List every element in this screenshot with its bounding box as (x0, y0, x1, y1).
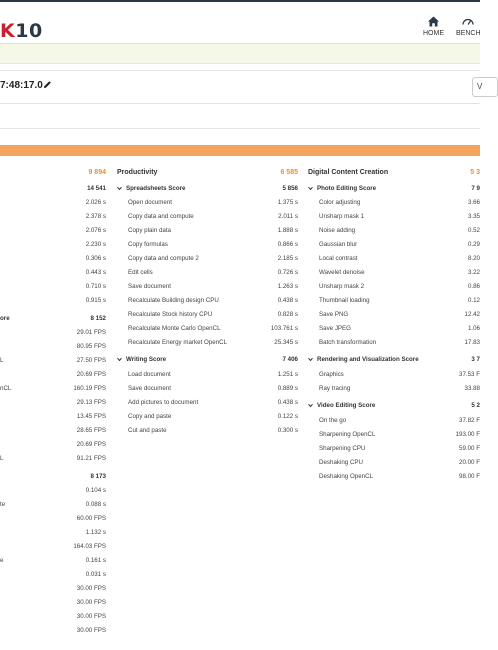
test-label: Deshaking CPU (319, 459, 364, 466)
writing-label[interactable]: Writing Score (126, 356, 167, 363)
group1-value: 2.076 s (85, 227, 106, 234)
group2-value: 28.65 FPS (76, 427, 106, 434)
app-logo[interactable] (0, 20, 43, 42)
test-value: 0.52 (467, 227, 480, 234)
test-value: 59.00 F (459, 445, 480, 452)
test-label: Copy formulas (128, 241, 168, 248)
test-value: 1.06 (467, 325, 480, 332)
dcc-score: 5 3 (470, 169, 480, 176)
test-value: 0.86 (467, 283, 480, 290)
video-editing-label[interactable]: Video Editing Score (317, 402, 376, 409)
test-label: Copy data and compute 2 (128, 255, 199, 262)
test-label: Local contrast (319, 255, 358, 262)
group3-value: 1.132 s (85, 529, 106, 536)
group3-value: 0.031 s (85, 571, 106, 578)
group1-value: 2.026 s (85, 199, 106, 206)
group3-value: 0.088 s (85, 501, 106, 508)
test-label: Recalculate Monte Carlo OpenCL (128, 325, 221, 332)
test-value: 0.889 s (277, 385, 298, 392)
group2-value: 20.69 FPS (76, 441, 106, 448)
test-label: Add pictures to document (128, 399, 199, 406)
test-value: 1.263 s (277, 283, 298, 290)
group3-label-item: te (0, 501, 6, 508)
group1-value: 0.306 s (85, 255, 106, 262)
test-label: Recalculate Stock history CPU (128, 311, 213, 318)
test-value: 12.42 (464, 311, 480, 318)
test-label: Copy plain data (128, 227, 171, 234)
productivity-score: 6 585 (280, 169, 298, 176)
group3-value: 30.00 FPS (76, 627, 106, 634)
test-label: Save document (128, 385, 171, 392)
test-value: 2.185 s (277, 255, 298, 262)
logo-number: 10 (15, 20, 43, 42)
test-value: 0.122 s (277, 413, 298, 420)
nav-home-label: HOME (423, 30, 444, 37)
test-label: Gaussian blur (319, 241, 358, 248)
test-value: 0.300 s (277, 427, 298, 434)
group2-value: 160.19 FPS (73, 385, 106, 392)
view-dropdown-label: V (477, 82, 483, 91)
group3-label-item: e (0, 557, 4, 564)
group3-value: 0.161 s (85, 557, 106, 564)
test-value: 37.53 F (459, 371, 480, 378)
nav-home[interactable] (423, 16, 444, 37)
test-label: Save document (128, 283, 171, 290)
group2-label-item: nCL (0, 385, 12, 392)
test-label: Open document (128, 199, 173, 206)
test-label: Unsharp mask 1 (319, 213, 365, 220)
group3-value: 30.00 FPS (76, 585, 106, 592)
result-title: 7:48:17.0 (0, 80, 43, 91)
video-editing-score: 5 2 (471, 402, 480, 409)
test-value: 17.83 (464, 339, 480, 346)
test-value: 1.375 s (277, 199, 298, 206)
test-label: Batch transformation (319, 339, 377, 346)
edit-icon[interactable] (43, 80, 52, 89)
test-value: 193.00 F (455, 431, 480, 438)
chevron-down-icon[interactable] (117, 186, 122, 191)
group2-value: 20.69 FPS (76, 371, 106, 378)
group1-score: 14 541 (87, 185, 106, 192)
chevron-down-icon[interactable] (117, 357, 122, 362)
group3-value: 164.03 FPS (73, 543, 106, 550)
test-value: 103.761 s (270, 325, 298, 332)
test-label: Edit cells (128, 269, 153, 276)
spreadsheets-label[interactable]: Spreadsheets Score (126, 185, 186, 192)
test-label: Color adjusting (319, 199, 361, 206)
test-label: Unsharp mask 2 (319, 283, 365, 290)
group2-value: 13.45 FPS (76, 413, 106, 420)
group2-label: ore (0, 315, 10, 322)
test-label: Wavelet denoise (319, 269, 365, 276)
productivity-title: Productivity (117, 169, 158, 176)
group2-label-item: L (0, 357, 4, 364)
test-value: 0.438 s (277, 297, 298, 304)
section-divider (0, 128, 480, 129)
test-value: 1.888 s (277, 227, 298, 234)
photo-editing-label[interactable]: Photo Editing Score (317, 185, 377, 192)
test-label: Ray tracing (319, 385, 351, 392)
group1-value: 2.378 s (85, 213, 106, 220)
group2-value: 27.50 FPS (76, 357, 106, 364)
test-value: 1.251 s (277, 371, 298, 378)
group3-value: 60.00 FPS (76, 515, 106, 522)
section-header-bar (0, 145, 480, 156)
test-label: Recalculate Energy market OpenCL (128, 339, 228, 346)
logo-letter: K (0, 20, 16, 42)
rendering-score: 3 7 (471, 356, 480, 363)
chevron-down-icon[interactable] (308, 186, 313, 191)
test-value: 98.00 F (459, 473, 480, 480)
app-header (0, 2, 480, 42)
test-value: 0.828 s (277, 311, 298, 318)
test-value: 33.88 (464, 385, 480, 392)
test-value: 0.12 (467, 297, 480, 304)
group2-score: 8 152 (90, 315, 106, 322)
notification-banner (0, 43, 480, 64)
nav-benchmarks[interactable] (456, 16, 481, 37)
test-value: 3.22 (467, 269, 480, 276)
group2-value: 29.01 FPS (76, 329, 106, 336)
test-value: 3.66 (467, 199, 480, 206)
chevron-down-icon[interactable] (308, 403, 313, 408)
nav-benchmarks-label: BENCH (456, 30, 481, 37)
test-label: Thumbnail loading (319, 297, 370, 304)
dcc-title: Digital Content Creation (308, 169, 389, 176)
view-dropdown[interactable] (472, 77, 498, 97)
test-label: Noise adding (319, 227, 356, 234)
photo-editing-score: 7 9 (471, 185, 480, 192)
test-label: Sharpening CPU (319, 445, 366, 452)
test-label: Save JPEG (319, 325, 351, 332)
test-value: 2.011 s (278, 213, 298, 220)
group2-value: 80.95 FPS (76, 343, 106, 350)
test-value: 0.866 s (277, 241, 298, 248)
test-value: 0.726 s (277, 269, 298, 276)
group3-value: 0.104 s (85, 487, 106, 494)
result-title-bar (0, 70, 483, 104)
group1-value: 0.915 s (85, 297, 106, 304)
group3-value: 30.00 FPS (76, 599, 106, 606)
test-value: 0.438 s (277, 399, 298, 406)
test-value: 25.345 s (274, 339, 298, 346)
test-label: Cut and paste (128, 427, 167, 434)
test-label: Sharpening OpenCL (319, 431, 376, 438)
test-label: Copy and paste (128, 413, 172, 420)
writing-score: 7 406 (282, 356, 298, 363)
test-value: 3.35 (467, 213, 480, 220)
test-label: On the go (319, 417, 347, 424)
test-value: 37.82 F (459, 417, 480, 424)
group3-value: 30.00 FPS (76, 613, 106, 620)
essentials-score: 9 894 (88, 169, 106, 176)
home-icon (428, 16, 439, 27)
group3-score: 8 173 (90, 473, 106, 480)
test-label: Copy data and compute (128, 213, 194, 220)
group2-label-item: L (0, 455, 4, 462)
test-label: Graphics (319, 371, 344, 378)
test-value: 20.00 F (459, 459, 480, 466)
group2-value: 91.21 FPS (76, 455, 106, 462)
gauge-icon (462, 16, 474, 27)
group1-value: 0.710 s (85, 283, 106, 290)
group1-value: 2.230 s (85, 241, 106, 248)
group2-value: 29.13 FPS (76, 399, 106, 406)
test-label: Recalculate Building design CPU (128, 297, 219, 304)
group1-value: 0.443 s (85, 269, 106, 276)
test-value: 8.20 (467, 255, 480, 262)
chevron-down-icon[interactable] (308, 357, 313, 362)
test-label: Save PNG (319, 311, 349, 318)
rendering-label[interactable]: Rendering and Visualization Score (317, 356, 419, 363)
test-value: 0.29 (467, 241, 480, 248)
spreadsheets-score: 5 856 (282, 185, 298, 192)
test-label: Deshaking OpenCL (319, 473, 374, 480)
test-label: Load document (128, 371, 171, 378)
